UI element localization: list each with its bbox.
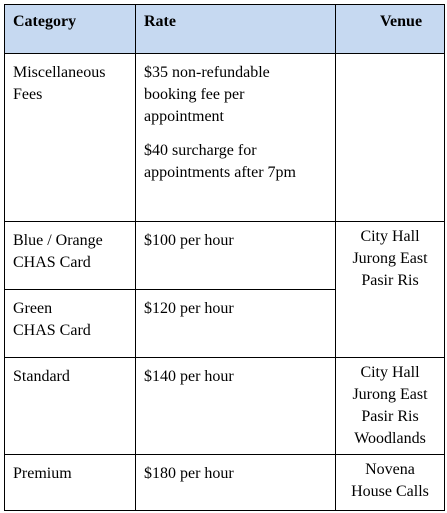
venue-text: City Hall — [360, 364, 420, 381]
venue-cell-standard — [336, 358, 445, 455]
header-venue: Venue — [336, 5, 445, 54]
table-row-miscellaneous — [5, 54, 445, 222]
venue-text: House Calls — [351, 483, 429, 500]
category-text: Blue / Orange — [13, 232, 103, 249]
header-rate: Rate — [136, 5, 336, 54]
rate-cell — [136, 290, 336, 358]
rates-table — [4, 4, 445, 511]
rate-text: $120 per hour — [144, 300, 234, 317]
category-text: Premium — [13, 465, 72, 482]
venue-text: Pasir Ris — [361, 272, 419, 289]
category-cell — [5, 54, 136, 222]
category-text: Standard — [13, 368, 70, 385]
rate-text: appointments after 7pm — [144, 164, 296, 181]
venue-cell-empty — [336, 54, 445, 222]
table-row-standard — [5, 358, 445, 455]
rate-text: $40 surcharge for — [144, 142, 257, 159]
category-text: Miscellaneous — [13, 64, 106, 81]
rate-cell — [136, 358, 336, 455]
rate-text: $140 per hour — [144, 368, 234, 385]
venue-text: Jurong East — [352, 250, 428, 267]
category-text: Green — [13, 300, 53, 317]
venue-text: Novena — [365, 461, 415, 478]
venue-cell-premium — [336, 455, 445, 511]
venue-text: City Hall — [360, 228, 420, 245]
category-cell — [5, 290, 136, 358]
header-row — [5, 5, 445, 54]
category-text: Fees — [13, 86, 43, 103]
paragraph-gap — [144, 128, 327, 140]
table-row-blue-orange-chas — [5, 222, 445, 290]
rate-text: $100 per hour — [144, 232, 234, 249]
category-cell — [5, 358, 136, 455]
rate-text: $35 non-refundable — [144, 64, 270, 81]
venue-cell-chas — [336, 222, 445, 358]
category-text: CHAS Card — [13, 322, 91, 339]
rate-text: $180 per hour — [144, 465, 234, 482]
category-cell — [5, 222, 136, 290]
venue-text: Jurong East — [352, 386, 428, 403]
table-row-premium — [5, 455, 445, 511]
rate-cell — [136, 455, 336, 511]
category-cell — [5, 455, 136, 511]
venue-text: Woodlands — [354, 430, 426, 447]
header-category: Category — [5, 5, 136, 54]
category-text: CHAS Card — [13, 254, 91, 271]
rate-text: appointment — [144, 108, 224, 125]
rate-cell — [136, 222, 336, 290]
venue-text: Pasir Ris — [361, 408, 419, 425]
rate-text: booking fee per — [144, 86, 245, 103]
rate-cell — [136, 54, 336, 222]
